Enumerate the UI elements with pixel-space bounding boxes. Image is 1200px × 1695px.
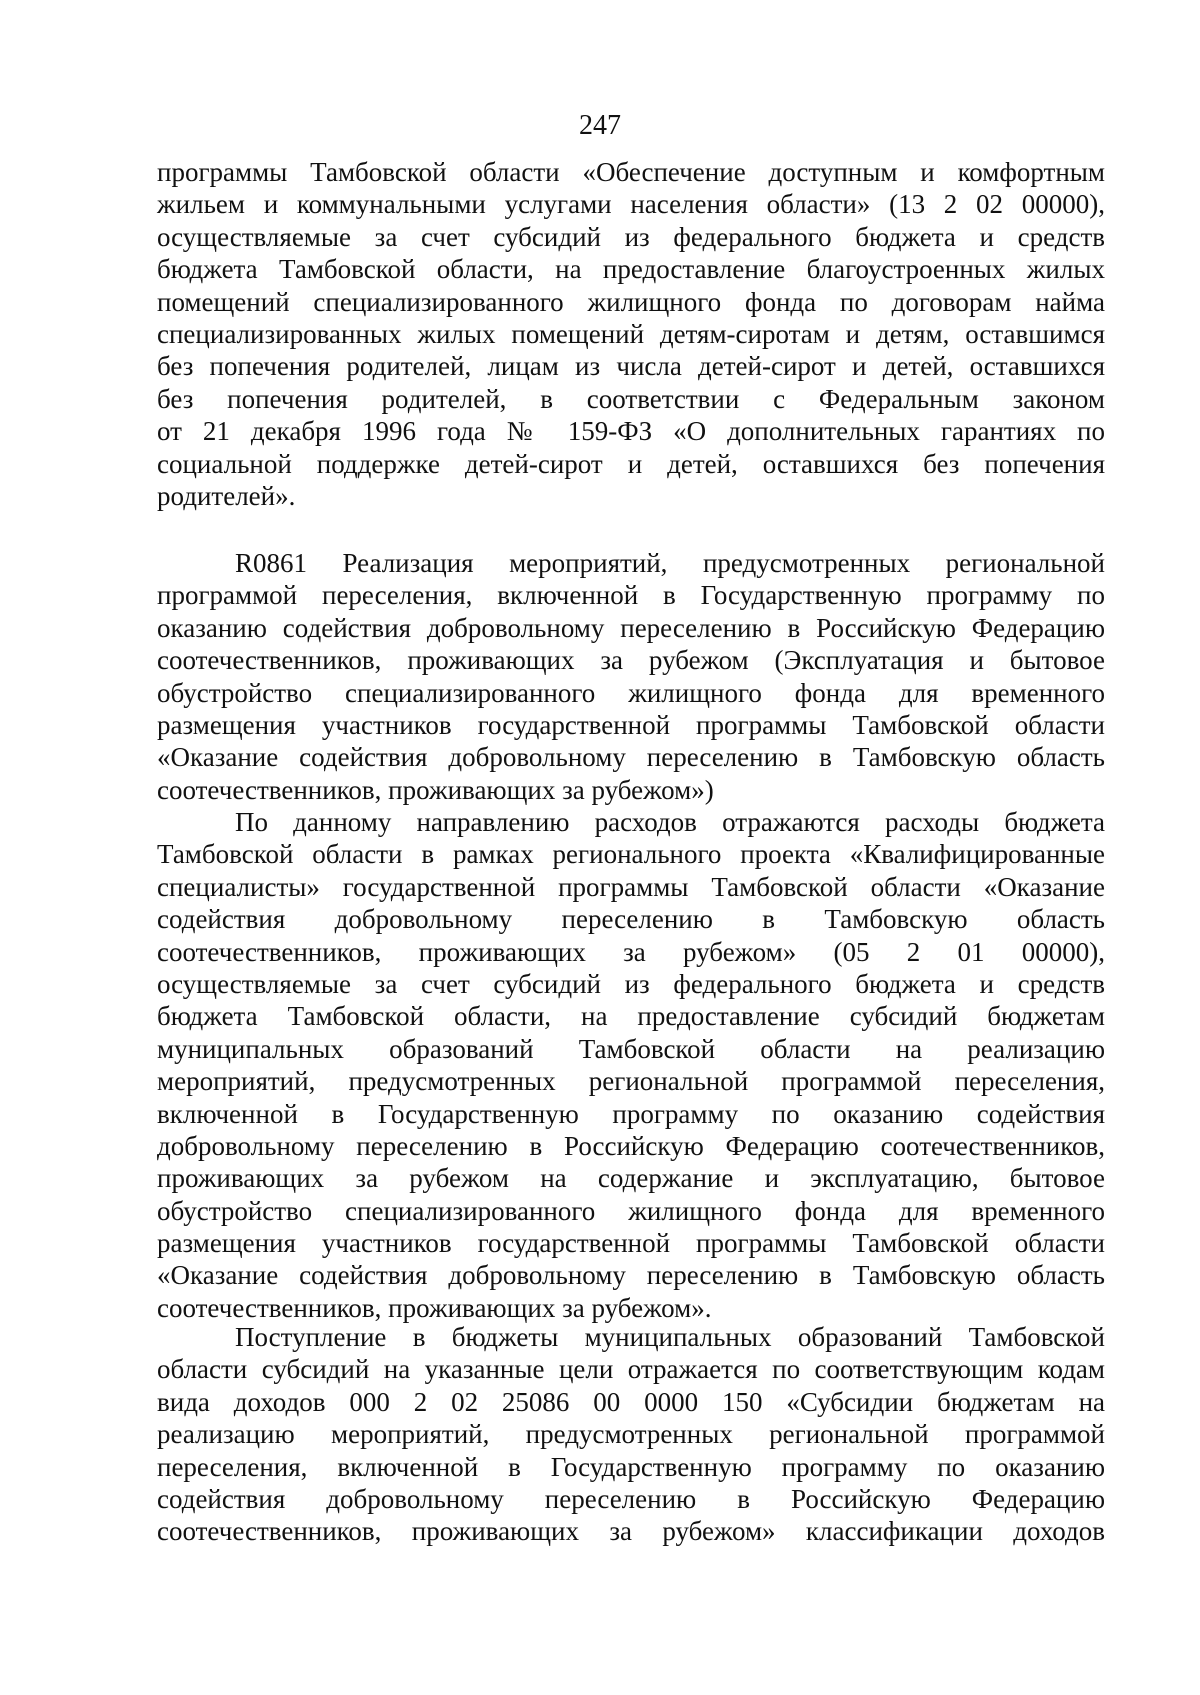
page-number: 247 xyxy=(579,110,621,141)
text-line: проживающих за рубежом на содержание и эксплуатацию, бытовое xyxy=(157,1163,1105,1194)
text-line: специалисты» государственной программы Тамбовской области «Оказание xyxy=(157,871,1105,902)
text-line: соотечественников, проживающих за рубежом» (05 2 01 00000), xyxy=(157,936,1105,967)
text-line: области субсидий на указанные цели отражается по соответствующим кодам xyxy=(157,1354,1105,1385)
text-line: обустройство специализированного жилищного фонда для временного xyxy=(157,677,1105,708)
paragraph-1 xyxy=(157,156,1105,512)
text-line: Поступление в бюджеты муниципальных образований Тамбовской xyxy=(235,1322,1105,1352)
text-line: бюджета Тамбовской области, на предоставление субсидий бюджетам xyxy=(157,1001,1105,1032)
text-line: мероприятий, предусмотренных региональной программой переселения, xyxy=(157,1066,1105,1097)
text-line: соотечественников, проживающих за рубежом») xyxy=(157,774,714,805)
text-line: реализацию мероприятий, предусмотренных региональной программой xyxy=(157,1419,1105,1450)
text-line: программой переселения, включенной в Государственную программу по xyxy=(157,580,1105,611)
text-line: оказанию содействия добровольному переселению в Российскую Федерацию xyxy=(157,612,1105,643)
text-line: без попечения родителей, в соответствии с Федеральным законом xyxy=(157,383,1105,414)
text-line: бюджета Тамбовской области, на предоставление благоустроенных жилых xyxy=(157,254,1105,285)
paragraph-4 xyxy=(157,1321,1105,1548)
text-line: муниципальных образований Тамбовской области на реализацию xyxy=(157,1033,1105,1064)
paragraph-2 xyxy=(157,547,1105,806)
text-line: размещения участников государственной программы Тамбовской области xyxy=(157,1228,1105,1259)
text-line: родителей». xyxy=(157,480,296,511)
text-line: добровольному переселению в Российскую Федерацию соотечественников, xyxy=(157,1130,1105,1161)
text-line: осуществляемые за счет субсидий из федерального бюджета и средств xyxy=(157,221,1105,252)
paragraph-3 xyxy=(157,806,1105,1324)
text-line: «Оказание содействия добровольному переселению в Тамбовскую область xyxy=(157,1260,1105,1291)
text-line: содействия добровольному переселению в Тамбовскую область xyxy=(157,904,1105,935)
text-line: R0861 Реализация мероприятий, предусмотренных региональной xyxy=(235,548,1105,578)
text-line: «Оказание содействия добровольному переселению в Тамбовскую область xyxy=(157,742,1105,773)
text-line: По данному направлению расходов отражаются расходы бюджета xyxy=(235,807,1105,837)
text-line: программы Тамбовской области «Обеспечение доступным и комфортным xyxy=(157,157,1105,187)
text-line: размещения участников государственной программы Тамбовской области xyxy=(157,709,1105,740)
text-line: Тамбовской области в рамках регионального проекта «Квалифицированные xyxy=(157,839,1105,870)
text-line: специализированных жилых помещений детям-сиротам и детям, оставшимся xyxy=(157,318,1105,349)
text-line: осуществляемые за счет субсидий из федерального бюджета и средств xyxy=(157,968,1105,999)
text-line: без попечения родителей, лицам из числа детей-сирот и детей, оставшихся xyxy=(157,351,1105,382)
text-line: соотечественников, проживающих за рубежом». xyxy=(157,1292,712,1323)
text-line: вида доходов 000 2 02 25086 00 0000 150 «Субсидии бюджетам на xyxy=(157,1386,1105,1417)
text-line: содействия добровольному переселению в Российскую Федерацию xyxy=(157,1483,1105,1514)
text-line: соотечественников, проживающих за рубежом» классификации доходов xyxy=(157,1516,1105,1547)
text-line: включенной в Государственную программу по оказанию содействия xyxy=(157,1098,1105,1129)
text-line: от 21 декабря 1996 года № 159-ФЗ «О дополнительных гарантиях по xyxy=(157,416,1105,447)
text-line: обустройство специализированного жилищного фонда для временного xyxy=(157,1195,1105,1226)
text-line: жильем и коммунальными услугами населения области» (13 2 02 00000), xyxy=(157,189,1105,220)
text-line: социальной поддержке детей-сирот и детей, оставшихся без попечения xyxy=(157,448,1105,479)
text-line: помещений специализированного жилищного фонда по договорам найма xyxy=(157,286,1105,317)
text-line: соотечественников, проживающих за рубежом (Эксплуатация и бытовое xyxy=(157,645,1105,676)
text-line: переселения, включенной в Государственную программу по оказанию xyxy=(157,1451,1105,1482)
